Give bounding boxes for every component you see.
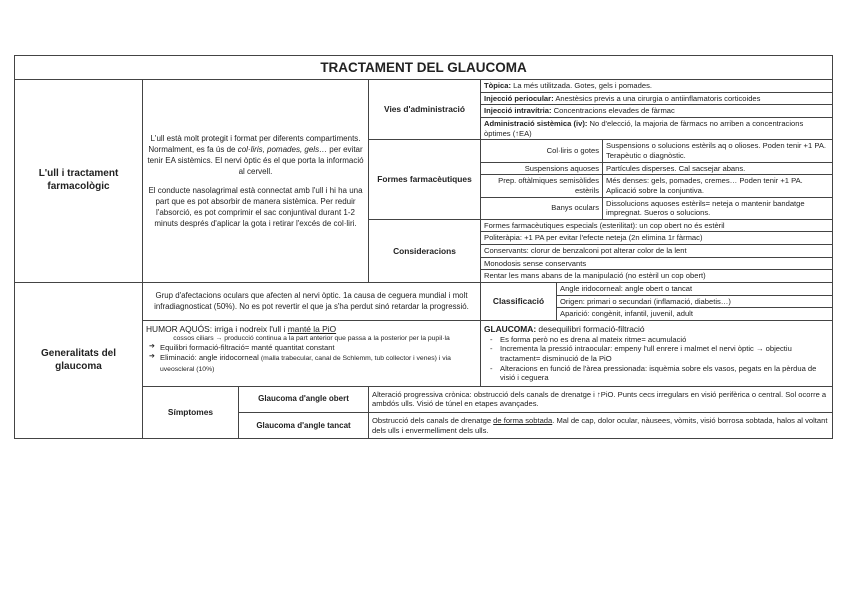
vies-label: Vies d'administració: [369, 80, 481, 140]
simptoma-desc: Alteració progressiva crònica: obstrucció dels canals de drenatge i ↑PiO. Punts cecs irregulars en visió perifèrica o central. Sol ocorre a ambdós ulls. Visió de túnel en etapes avançades.: [369, 386, 833, 412]
forma-name: Suspensions aquoses: [481, 162, 603, 175]
via-row: Administració sistèmica (iv): No d'elecció, la majoria de fàrmacs no arriben a concentracions òptimes (↑EA): [481, 118, 833, 140]
consideracio-row: Conservants: clorur de benzalconi pot alterar color de la lent: [481, 245, 833, 258]
formes-label: Formes farmacèutiques: [369, 140, 481, 219]
forma-desc: Més denses: gels, pomades, cremes… Poden tenir +1 PA. Aplicació sobre la conjuntiva.: [603, 175, 833, 197]
via-row: Injecció periocular: Anestèsics previs a una cirurgia o antiinflamatoris corticoides: [481, 92, 833, 105]
humor-aquos-block: HUMOR AQUÓS: irriga i nodreix l'ull i manté la PiO cossos ciliars → producció continua a la part anterior que passa a la posterior per la pupil·la ➔ Equilibri formació-filtració= manté quantitat constant ➔ Eliminació: angle iridocorneal (malla trabecular, canal de Schlemm, tub collector i venes) i via uveoscleral (10%): [143, 320, 481, 386]
forma-desc: Dissolucions aquoses estèrils= neteja o mantenir bandatge impregnat. Sueros o solucions.: [603, 197, 833, 219]
consideracio-row: Politeràpia: +1 PA per evitar l'efecte neteja (2n elimina 1r fàrmac): [481, 232, 833, 245]
forma-name: Prep. oftàlmiques semisòlides estèrils: [481, 175, 603, 197]
consideracio-row: Rentar les mans abans de la manipulació (no estèril un cop obert): [481, 270, 833, 283]
eye-intro: L'ull està molt protegit i format per diferents compartiments. Normalment, es fa ús de col·liris, pomades, gels… per evitar tenir EA sistèmics. El nervi òptic és el que porta la informació al cervell. El conducte nasolagrimal està connectat amb l'ull i hi ha una part que es pot absorbir de manera sistèmica. Per reduir l'absorció, es pot comprimir el sac conjuntival durant 1-2 minuts després d'aplicar la gota i retirar l'excés de col·liri.: [143, 80, 369, 283]
classificacio-row: Angle iridocorneal: angle obert o tancat: [557, 283, 833, 296]
classificacio-row: Origen: primari o secundari (inflamació, diabetis…): [557, 295, 833, 308]
consideracio-row: Formes farmacèutiques especials (esterilitat): un cop obert no és estèril: [481, 219, 833, 232]
section2-heading: Generalitats del glaucoma: [15, 283, 143, 439]
glaucoma-table: [14, 55, 833, 439]
section1-heading: L'ull i tractament farmacològic: [15, 80, 143, 283]
consideracions-label: Consideracions: [369, 219, 481, 282]
forma-name: Col·liris o gotes: [481, 140, 603, 162]
humor-item: ➔ Eliminació: angle iridocorneal (malla trabecular, canal de Schlemm, tub collector i venes) i via uveoscleral (10%): [160, 353, 477, 374]
glaucoma-item: - Alteracions en funció de l'àrea pressionada: isquèmia sobre els vasos, pegats en la pèrdua de visió i ceguera: [500, 364, 829, 383]
glaucoma-block: GLAUCOMA: desequilibri formació-filtració - Es forma però no es drena al mateix ritme= acumulació - Incrementa la pressió intraocular: empeny l'ull enrere i malmet el nervi òptic → objectiu tractament= disminució de la PiO - Alteracions en funció de l'àrea pressionada: isquèmia sobre els vasos, pegats en la pèrdua de visió i ceguera: [481, 320, 833, 386]
forma-desc: Suspensions o solucions estèrils aq o olioses. Poden tenir +1 PA. Terapèutic o diagnòstic.: [603, 140, 833, 162]
classificacio-row: Aparició: congènit, infantil, juvenil, adult: [557, 308, 833, 321]
document-page: [14, 55, 832, 439]
via-row: Tòpica: La més utilitzada. Gotes, gels i pomades.: [481, 80, 833, 93]
glaucoma-item: - Incrementa la pressió intraocular: empeny l'ull enrere i malmet el nervi òptic → objectiu tractament= disminució de la PiO: [500, 344, 829, 363]
forma-name: Banys oculars: [481, 197, 603, 219]
consideracio-row: Monodosis sense conservants: [481, 257, 833, 270]
simptoma-type: Glaucoma d'angle tancat: [239, 413, 369, 439]
glaucoma-definition: Grup d'afectacions oculars que afecten al nervi òptic. 1a causa de ceguera mundial i molt infradiagnosticat (50%). No es pot revertir el que ja s'ha perdut sinó retardar la progressió.: [143, 283, 481, 321]
glaucoma-item: - Es forma però no es drena al mateix ritme= acumulació: [500, 335, 829, 345]
via-row: Injecció intravítria: Concentracions elevades de fàrmac: [481, 105, 833, 118]
forma-desc: Partícules disperses. Cal sacsejar abans.: [603, 162, 833, 175]
simptoma-desc: Obstrucció dels canals de drenatge de forma sobtada. Mal de cap, dolor ocular, nàusees, vòmits, visió borrosa sobtada, halos al voltant dels ulls i envermelliment dels ulls.: [369, 413, 833, 439]
page-title: TRACTAMENT DEL GLAUCOMA: [15, 56, 833, 80]
classificacio-label: Classificació: [481, 283, 557, 321]
simptomes-label: Símptomes: [143, 386, 239, 439]
simptoma-type: Glaucoma d'angle obert: [239, 386, 369, 412]
humor-item: ➔ Equilibri formació-filtració= manté quantitat constant: [160, 343, 477, 353]
